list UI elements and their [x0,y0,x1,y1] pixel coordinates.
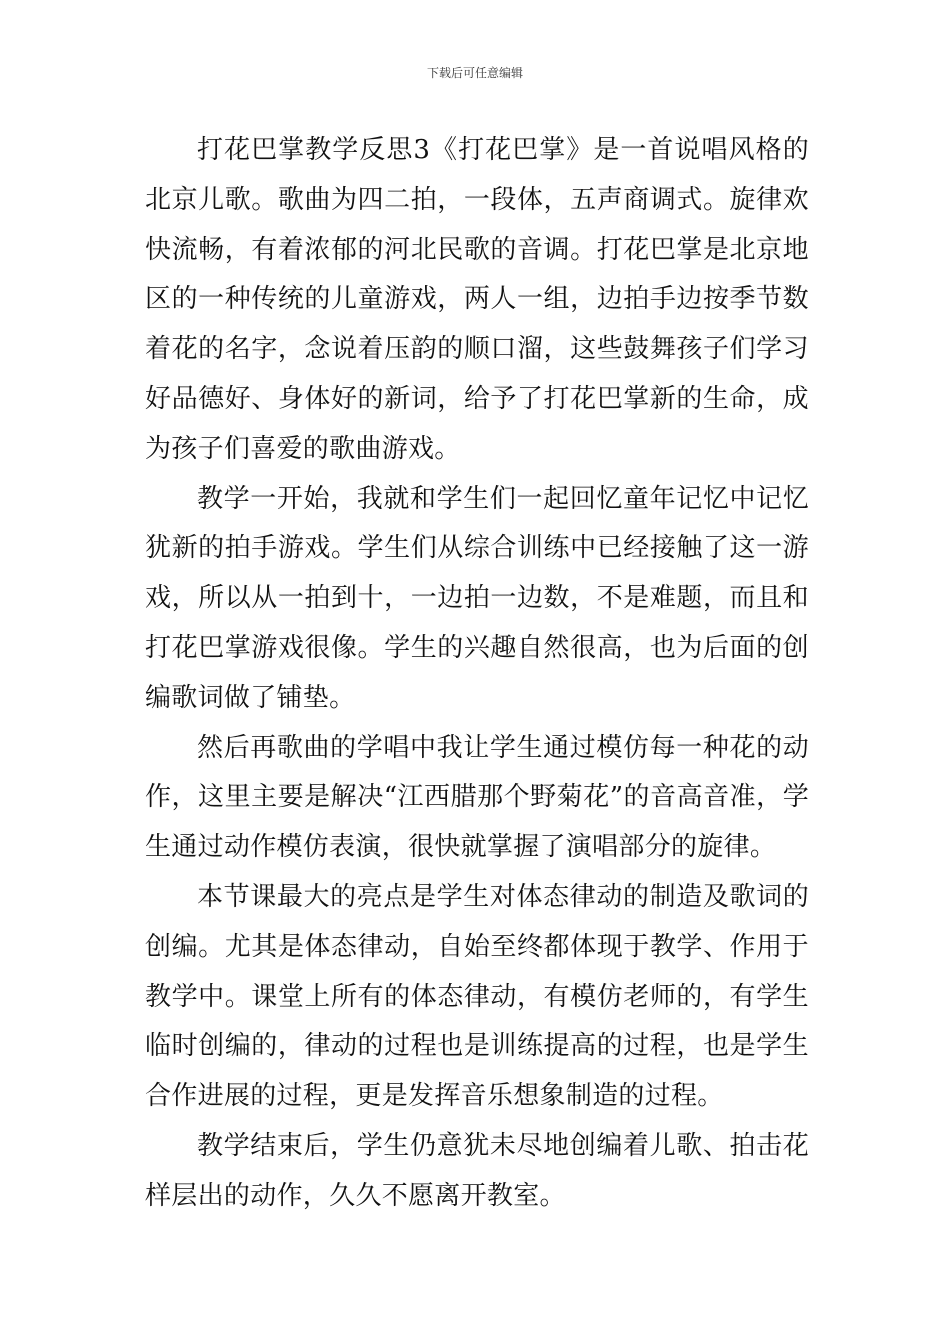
paragraph-1: 打花巴掌教学反思3《打花巴掌》是一首说唱风格的北京儿歌。歌曲为四二拍，一段体，五声商调式。旋律欢快流畅，有着浓郁的河北民歌的音调。打花巴掌是北京地区的一种传统的儿童游戏，两人一组，边拍手边按季节数着花的名字，念说着压韵的顺口溜，这些鼓舞孩子们学习好品德好、身体好的新词，给予了打花巴掌新的生命，成为孩子们喜爱的歌曲游戏。 [145,135,809,464]
paragraph-5: 教学结束后，学生仍意犹未尽地创编着儿歌、拍击花样层出的动作，久久不愿离开教室。 [145,1130,809,1211]
paragraph-4: 本节课最大的亮点是学生对体态律动的制造及歌词的创编。尤其是体态律动，自始至终都体现于教学、作用于教学中。课堂上所有的体态律动，有模仿老师的，有学生临时创编的，律动的过程也是训练提高的过程，也是学生合作进展的过程，更是发挥音乐想象制造的过程。 [145,881,809,1112]
paragraph-3: 然后再歌曲的学唱中我让学生通过模仿每一种花的动作，这里主要是解决“江西腊那个野菊花”的音高音准，学生通过动作模仿表演，很快就掌握了演唱部分的旋律。 [145,732,809,863]
page-header: 下载后可任意编辑 [426,66,523,80]
paragraph-2: 教学一开始，我就和学生们一起回忆童年记忆中记忆犹新的拍手游戏。学生们从综合训练中已经接触了这一游戏，所以从一拍到十，一边拍一边数，不是难题，而且和打花巴掌游戏很像。学生的兴趣自然很高，也为后面的创编歌词做了铺垫。 [145,483,809,713]
document-body [145,126,809,1222]
